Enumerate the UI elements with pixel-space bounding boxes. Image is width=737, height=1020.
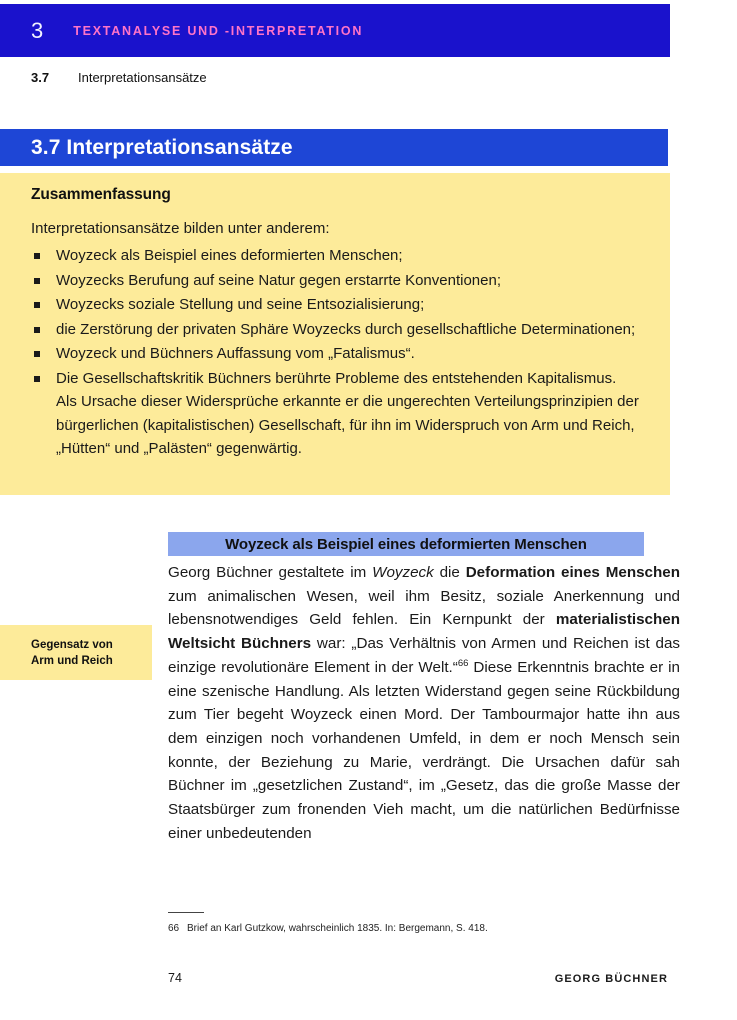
- summary-bullet-list: [31, 244, 640, 461]
- footnote-block: [168, 912, 668, 936]
- footnote-marker: 66: [168, 923, 180, 934]
- chapter-number: 3: [31, 17, 44, 43]
- list-item: Woyzecks soziale Stellung und seine Entsozialisierung;: [31, 293, 640, 317]
- running-head-banner: [0, 4, 670, 57]
- summary-intro: Interpretationsansätze bilden unter anderem:: [31, 220, 330, 237]
- breadcrumb-number: 3.7: [31, 70, 50, 85]
- margin-note-line-1: Gegensatz von: [31, 638, 113, 651]
- list-item: Woyzeck als Beispiel eines deformierten Menschen;: [31, 244, 640, 268]
- footnote-rule: [168, 912, 204, 913]
- margin-note: [0, 625, 152, 680]
- body-paragraph: Georg Büchner gestaltete im Woyzeck die Deformation eines Menschen zum animalischen Wesen, weil ihm Besitz, soziale Anerkennung und lebensnotwendiges Geld fehlen. Ein Kernpunkt der materialistischen Weltsicht Büchners war: „Das Verhältnis von Armen und Reichen ist das einzige revolutionäre Element in der Welt.“$^{66}$ Diese Erkenntnis brachte er in eine szenische Handlung. Als letzten Widerstand gegen seine Rückbildung zum Tier begeht Woyzeck einen Mord. Der Tambourmajor hatte ihn aus dem einzigen noch vorhandenen Umfeld, in dem er noch Mensch sein konnte, der Beziehung zu Marie, verdrängt. Die Ursachen dafür sah Büchner im „gesetzlichen Zustand“, im „Gesetz, das die große Masse der Staatsbürger zum fronenden Vieh macht, um die natürlichen Bedürfnisse einer unbedeutenden: [168, 564, 680, 842]
- section-heading-bar: [0, 129, 668, 166]
- footnote-entry: [168, 922, 668, 936]
- breadcrumb-label: Interpretationsansätze: [78, 70, 207, 85]
- list-item: Woyzeck und Büchners Auffassung vom „Fatalismus“.: [31, 342, 640, 366]
- breadcrumb: [31, 70, 207, 85]
- summary-box: [0, 173, 670, 495]
- section-heading-text: 3.7 Interpretationsansätze: [31, 135, 293, 159]
- list-item: Die Gesellschaftskritik Büchners berührte Probleme des entstehenden Kapitalismus. Als Ursache dieser Widersprüche erkannte er die ungerechten Verteilungsprinzipien der bürgerlichen (kapitalistischen) Gesellschaft, für ihn im Widerspruch von Arm und Reich, „Hütten“ und „Palästen“ gegenwärtig.: [31, 367, 640, 461]
- list-item: die Zerstörung der privaten Sphäre Woyzecks durch gesellschaftliche Determinationen;: [31, 318, 640, 342]
- list-item: Woyzecks Berufung auf seine Natur gegen erstarrte Konventionen;: [31, 269, 640, 293]
- margin-note-line-2: Arm und Reich: [31, 654, 113, 667]
- book-title: GEORG BÜCHNER: [554, 973, 668, 985]
- body-text-column: [168, 561, 680, 845]
- chapter-title: TEXTANALYSE UND -INTERPRETATION: [73, 23, 364, 38]
- subsection-heading-bar: [168, 532, 644, 556]
- subsection-heading-text: Woyzeck als Beispiel eines deformierten Menschen: [225, 535, 587, 553]
- summary-title: Zusammenfassung: [31, 186, 171, 203]
- page-number: 74: [168, 971, 182, 985]
- page-footer: [168, 971, 668, 985]
- footnote-text: Brief an Karl Gutzkow, wahrscheinlich 1835. In: Bergemann, S. 418.: [187, 923, 488, 934]
